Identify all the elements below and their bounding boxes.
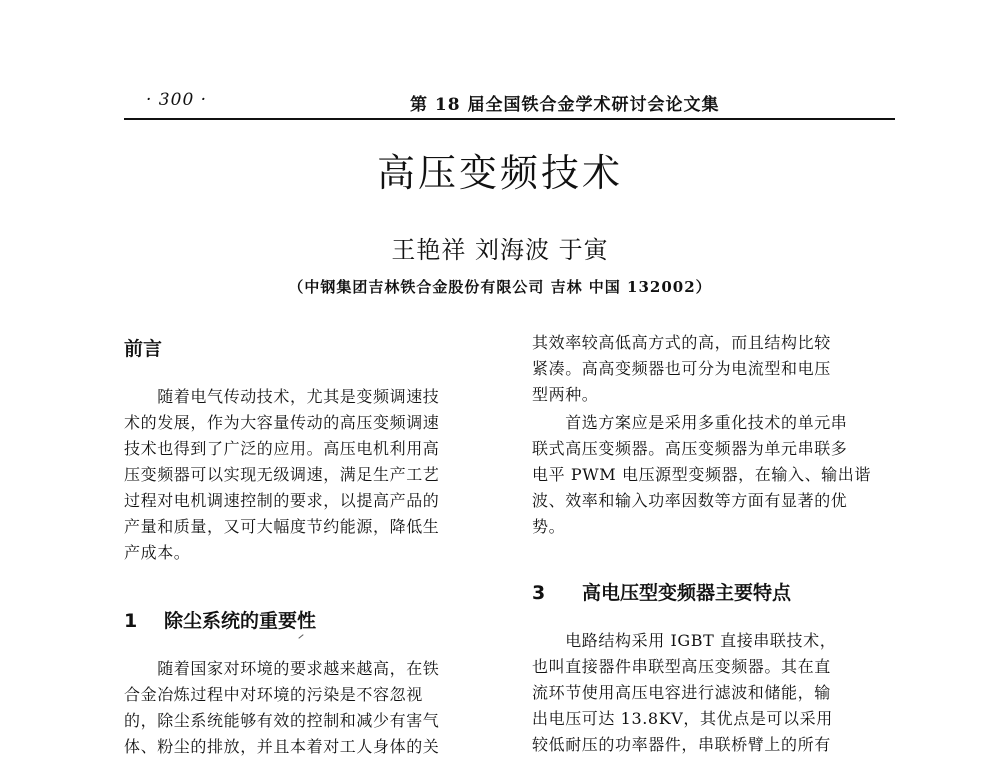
section-3-heading xyxy=(532,578,791,605)
text-line: 首选方案应是采用多重化技术的单元串 xyxy=(532,413,848,432)
text-line: 势。 xyxy=(532,517,566,536)
section-1-heading xyxy=(124,606,316,633)
text-line: 产量和质量，又可大幅度节约能源，降低生 xyxy=(124,517,440,536)
section-title: 高电压型变频器主要特点 xyxy=(582,582,792,604)
scan-mark xyxy=(298,634,303,639)
text-line: 压变频器可以实现无级调速，满足生产工艺 xyxy=(124,465,440,484)
text-line: 较低耐压的功率器件，串联桥臂上的所有 xyxy=(532,735,831,754)
text-line: 电平 PWM 电压源型变频器，在输入、输出谐 xyxy=(532,465,871,484)
text-line: 术的发展，作为大容量传动的高压变频调速 xyxy=(124,413,440,432)
text-line: 合金冶炼过程中对环境的污染是不容忽视 xyxy=(124,685,423,704)
text-line: 技术也得到了广泛的应用。高压电机利用高 xyxy=(124,439,440,458)
text-line: 型两种。 xyxy=(532,385,599,404)
preface-heading: 前言 xyxy=(124,338,163,360)
authors: 王艳祥 刘海波 于寅 xyxy=(391,236,609,264)
text-line: 电路结构采用 IGBT 直接串联技术， xyxy=(532,631,837,650)
text-line: 其效率较高低高方式的高，而且结构比较 xyxy=(532,333,831,352)
affiliation: （中钢集团吉林铁合金股份有限公司 吉林 中国 132002） xyxy=(288,278,712,296)
right-paragraph-2 xyxy=(532,410,892,540)
text-line: 出电压可达 13.8KV，其优点是可以采用 xyxy=(532,709,833,728)
right-paragraph-3 xyxy=(532,628,892,758)
text-line: 过程对电机调速控制的要求，以提高产品的 xyxy=(124,491,440,510)
section-number: 3 xyxy=(532,582,546,604)
page-number: · 300 · xyxy=(146,90,208,110)
section-title: 除尘系统的重要性 xyxy=(164,610,317,632)
text-line: 波、效率和输入功率因数等方面有显著的优 xyxy=(532,491,848,510)
text-line: 体、粉尘的排放，并且本着对工人身体的关 xyxy=(124,737,440,756)
paper-title: 高压变频技术 xyxy=(376,151,623,195)
text-line: 联式高压变频器。高压变频器为单元串联多 xyxy=(532,439,848,458)
header-rule xyxy=(124,118,895,120)
section-number: 1 xyxy=(124,610,138,632)
right-paragraph-1 xyxy=(532,330,892,408)
left-paragraph-2 xyxy=(124,656,474,760)
text-line: 随着电气传动技术，尤其是变频调速技 xyxy=(124,387,440,406)
text-line: 产成本。 xyxy=(124,543,191,562)
left-paragraph-1 xyxy=(124,384,474,566)
text-line: 的，除尘系统能够有效的控制和减少有害气 xyxy=(124,711,440,730)
text-line: 紧凑。高高变频器也可分为电流型和电压 xyxy=(532,359,831,378)
text-line: 也叫直接器件串联型高压变频器。其在直 xyxy=(532,657,831,676)
text-line: 随着国家对环境的要求越来越高，在铁 xyxy=(124,659,440,678)
running-header: 第 18 届全国铁合金学术研讨会论文集 xyxy=(410,95,720,115)
text-line: 流环节使用高压电容进行滤波和储能，输 xyxy=(532,683,831,702)
